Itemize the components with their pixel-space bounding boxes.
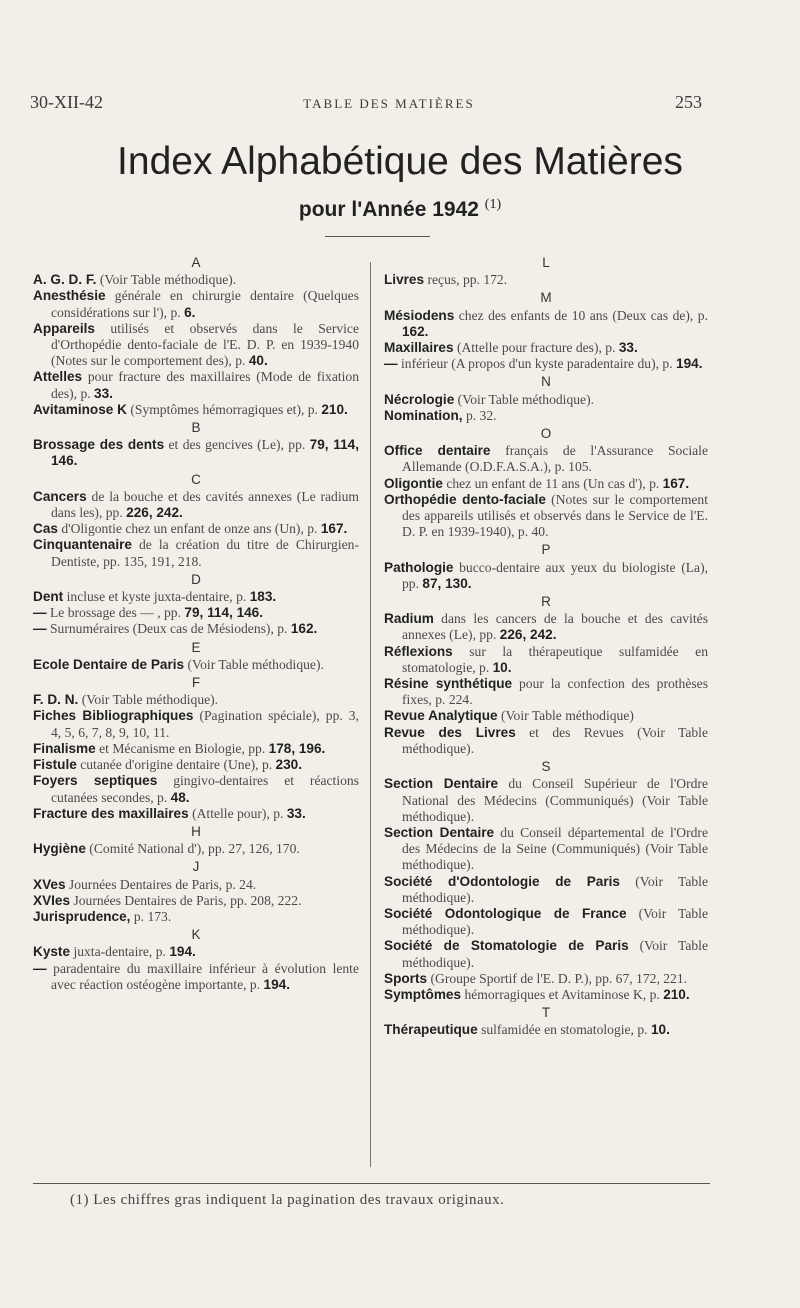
entry-text: du Conseil départemental de l'Ordre des Médecins de la Seine (Communiqués) (Voir Table méthodique).: [402, 824, 708, 873]
entry-text: utilisés et observés dans le Service d'Orthopédie dento-faciale de l'E. D. P. en 1939-1940 (Notes sur le comportement des), p.: [51, 320, 360, 369]
entry-term: Section Dentaire: [384, 776, 499, 792]
entry-pages: 6.: [184, 304, 196, 320]
entry-term: Société de Stomatologie de Paris: [384, 938, 629, 954]
entry-text: p. 32.: [465, 407, 497, 423]
entry-term: Kyste: [33, 944, 71, 960]
entry-term: Oligontie: [384, 475, 443, 491]
page-number: 253: [674, 92, 702, 112]
entry-term: Cas: [33, 521, 58, 537]
entry-term: Brossage des dents: [33, 437, 165, 453]
header-section-title: TABLE DES MATIÈRES: [303, 96, 475, 111]
entry-text: (Attelle pour fracture des), p.: [456, 340, 616, 356]
entry-text: Journées Dentaires de Paris, p. 24.: [68, 876, 257, 892]
entry-text: et Mécanisme en Biologie, pp.: [99, 740, 266, 756]
entry-pages: 40.: [248, 353, 268, 369]
entry-text: (Voir Table méthodique).: [402, 873, 708, 905]
entry-pages: 10.: [650, 1022, 670, 1038]
entry-text: (Notes sur le comportement des appareils utilisés et observés dans le Service de l'E. D. P. en 1939-1940), p. 40.: [402, 491, 708, 540]
section-letter: L: [542, 255, 550, 270]
index-entry: [33, 521, 359, 537]
entry-pages: 183.: [249, 589, 277, 605]
entry-text: français de l'Assurance Sociale Allemande (O.D.F.A.S.A.), p. 105.: [402, 443, 708, 475]
entry-pages: 33.: [618, 340, 638, 356]
index-entry: [384, 560, 708, 592]
entry-text: (Attelle pour), p.: [192, 805, 284, 821]
entry-text: (Pagination spéciale), pp. 3, 4, 5, 6, 7, 8, 9, 10, 11.: [51, 708, 359, 740]
entry-text: et des Revues (Voir Table méthodique).: [402, 724, 708, 756]
entry-term: Anesthésie: [33, 288, 106, 304]
index-entry: [384, 725, 708, 757]
index-entry: [33, 605, 359, 621]
entry-pages: 162.: [402, 323, 429, 339]
section-letter: F: [191, 675, 201, 691]
index-entry: [33, 877, 359, 893]
entry-term: A. G. D. F.: [33, 272, 97, 288]
entry-pages: 87, 130.: [422, 575, 472, 591]
entry-pages: 194.: [676, 356, 703, 372]
entry-term: Thérapeutique: [384, 1022, 478, 1038]
entry-text: (Voir Table méthodique): [500, 708, 634, 724]
section-letter: D: [191, 571, 201, 587]
index-entry: [33, 288, 359, 320]
entry-text: d'Oligontie chez un enfant de onze ans (Un), p.: [61, 521, 318, 537]
entry-pages: 10.: [492, 659, 512, 675]
index-entry: [33, 437, 359, 469]
index-entry: [33, 537, 359, 569]
entry-term: Fracture des maxillaires: [33, 805, 189, 821]
index-entry: [33, 402, 359, 418]
entry-text: gingivo-dentaires et réactions cutanées secondes, p.: [51, 773, 359, 805]
entry-text: (Voir Table méthodique).: [81, 692, 219, 708]
index-entry: [384, 825, 708, 874]
index-column-right: [384, 253, 708, 1039]
footnote: (1) Les chiffres gras indiquent la pagination des travaux originaux.: [70, 1192, 505, 1208]
entry-text: chez des enfants de 10 ans (Deux cas de), p.: [458, 307, 708, 323]
index-entry: [33, 909, 359, 925]
index-entry: [384, 906, 708, 938]
index-entry: [33, 893, 359, 909]
entry-pages: 210.: [663, 986, 690, 1002]
index-entry: [384, 340, 708, 356]
entry-text: sur la thérapeutique sulfamidée en stomatologie, p.: [402, 643, 708, 675]
index-entry: [33, 489, 359, 521]
entry-pages: 178, 196.: [268, 740, 326, 756]
index-entry: [33, 806, 359, 822]
entry-term: Attelles: [33, 369, 83, 385]
index-entry: [33, 621, 359, 637]
entry-text: du Conseil Supérieur de l'Ordre National des Médecins (Communiqués) (Voir Table méthodique).: [402, 776, 708, 824]
entry-text: (Voir Table méthodique).: [402, 905, 708, 938]
entry-pages: 79, 114, 146.: [184, 605, 264, 621]
entry-pages: 194.: [263, 976, 290, 992]
entry-text: paradentaire du maxillaire inférieur à évolution lente avec réaction ostéogène importante, p.: [51, 960, 359, 992]
entry-text: (Voir Table méthodique).: [99, 272, 237, 288]
subtitle-text: pour l'Année 1942: [298, 198, 479, 221]
entry-text: et des gencives (Le), pp.: [168, 437, 306, 453]
entry-pages: 226, 242.: [499, 627, 557, 643]
entry-text: générale en chirurgie dentaire (Quelques considérations sur l'), p.: [51, 288, 359, 320]
entry-pages: 79, 114, 146.: [51, 437, 359, 469]
index-entry: [384, 443, 708, 475]
entry-term: Nomination,: [384, 407, 463, 423]
index-entry: [33, 708, 359, 740]
index-entry: [384, 938, 708, 970]
entry-text: (Voir Table méthodique).: [187, 656, 324, 672]
footnote-divider: [33, 1183, 710, 1184]
section-letter: N: [541, 374, 551, 390]
entry-text: chez un enfant de 11 ans (Un cas d'), p.: [446, 475, 660, 491]
entry-text: Surnuméraires (Deux cas de Mésiodens), p.: [50, 621, 288, 637]
index-entry: [384, 874, 708, 906]
entry-pages: 226, 242.: [126, 505, 183, 521]
column-divider: [370, 262, 371, 1167]
section-letter: J: [192, 859, 200, 875]
index-entry: [384, 392, 708, 408]
entry-term: Radium: [384, 611, 434, 627]
entry-term: Symptômes: [384, 986, 462, 1002]
entry-pages: 167.: [320, 521, 348, 537]
section-letter: O: [540, 426, 552, 442]
entry-term: Réflexions: [384, 643, 453, 659]
entry-text: reçus, pp. 172.: [427, 272, 508, 288]
entry-term: Société d'Odontologie de Paris: [384, 873, 620, 889]
page-subtitle: [0, 197, 800, 222]
index-entry: [384, 987, 708, 1003]
entry-term: Dent: [33, 589, 64, 605]
index-entry: [33, 757, 359, 773]
index-entry: [384, 676, 708, 708]
entry-text: pour la confection des prothèses fixes, p. 224.: [402, 676, 709, 708]
index-entry: [33, 692, 359, 708]
index-entry: [33, 741, 359, 757]
section-letter: T: [541, 1005, 551, 1021]
entry-term: Nécrologie: [384, 391, 455, 407]
page-title: Index Alphabétique des Matières: [117, 140, 683, 183]
entry-pages: 230.: [275, 757, 303, 773]
section-letter: R: [541, 594, 551, 610]
entry-text: dans les cancers de la bouche et des cavités annexes (Le), pp.: [402, 611, 708, 643]
section-letter: B: [191, 420, 201, 436]
entry-term: Finalisme: [33, 740, 96, 756]
entry-term: Fiches Bibliographiques: [33, 708, 194, 724]
entry-text: sulfamidée en stomatologie, p.: [481, 1022, 648, 1038]
entry-term: Pathologie: [384, 559, 454, 575]
index-entry: [384, 308, 708, 340]
entry-term: Foyers septiques: [33, 773, 158, 789]
entry-pages: 167.: [662, 475, 690, 491]
entry-pages: 210.: [321, 401, 348, 417]
entry-term: Orthopédie dento-faciale: [384, 491, 546, 507]
entry-term: —: [33, 605, 47, 621]
running-header: [30, 92, 702, 113]
entry-term: Appareils: [33, 320, 95, 336]
index-entry: [33, 961, 359, 993]
section-letter: A: [191, 255, 201, 270]
index-entry: [33, 369, 359, 401]
index-column-left: [33, 253, 359, 993]
entry-term: Sports: [384, 970, 428, 986]
entry-term: F. D. N.: [33, 692, 79, 708]
index-entry: [33, 773, 359, 805]
section-letter: M: [540, 290, 552, 306]
entry-term: Cinquantenaire: [33, 537, 132, 553]
entry-term: Maxillaires: [384, 340, 454, 356]
index-entry: [33, 321, 359, 370]
entry-term: Société Odontologique de France: [384, 905, 627, 921]
entry-term: Hygiène: [33, 841, 86, 857]
entry-term: Revue Analytique: [384, 708, 498, 724]
index-entry: [384, 644, 708, 676]
title-divider: [325, 236, 430, 237]
index-entry: [384, 776, 708, 825]
entry-pages: 33.: [286, 805, 306, 821]
entry-text: pour fracture des maxillaires (Mode de fixation des), p.: [51, 369, 359, 401]
entry-term: —: [384, 356, 398, 372]
entry-term: XVIes: [33, 892, 71, 908]
entry-term: Fistule: [33, 757, 77, 773]
entry-term: Mésiodens: [384, 307, 455, 323]
entry-pages: 33.: [94, 385, 113, 401]
entry-term: Office dentaire: [384, 443, 491, 459]
entry-text: (Voir Table méthodique).: [402, 938, 708, 970]
index-entry: [33, 841, 359, 857]
index-entry: [33, 657, 359, 673]
entry-text: de la création du titre de Chirurgien-Dentiste, pp. 135, 191, 218.: [51, 537, 359, 569]
index-entry: [33, 272, 359, 288]
index-entry: [384, 408, 708, 424]
section-letter: P: [541, 542, 551, 558]
entry-text: (Voir Table méthodique).: [457, 391, 595, 407]
section-letter: H: [191, 823, 201, 839]
index-entry: [33, 589, 359, 605]
section-letter: E: [191, 639, 201, 655]
entry-term: —: [33, 621, 47, 637]
index-entry: [384, 708, 708, 724]
section-letter: S: [541, 759, 551, 775]
index-entry: [384, 356, 708, 372]
entry-term: Jurisprudence,: [33, 908, 131, 924]
index-entry: [384, 476, 708, 492]
index-entry: [384, 1022, 708, 1038]
index-entry: [33, 944, 359, 960]
index-entry: [384, 272, 708, 288]
entry-pages: 48.: [170, 789, 190, 805]
index-entry: [384, 971, 708, 987]
entry-term: Livres: [384, 272, 425, 288]
entry-text: bucco-dentaire aux yeux du biologiste (La), pp.: [402, 559, 708, 591]
footnote-marker: (1): [484, 197, 502, 212]
entry-text: Le brossage des — , pp.: [50, 605, 181, 621]
entry-text: cutanée d'origine dentaire (Une), p.: [80, 757, 273, 773]
entry-text: inférieur (A propos d'un kyste paradentaire du), p.: [401, 356, 673, 372]
index-entry: [384, 611, 708, 643]
entry-term: Ecole Dentaire de Paris: [33, 656, 185, 672]
entry-text: juxta-dentaire, p.: [73, 944, 166, 960]
entry-term: Revue des Livres: [384, 724, 516, 740]
entry-text: de la bouche et des cavités annexes (Le radium dans les), pp.: [51, 488, 360, 521]
entry-term: Avitaminose K: [33, 401, 127, 417]
entry-term: Résine synthétique: [384, 676, 513, 692]
entry-text: p. 173.: [133, 908, 172, 924]
entry-text: (Groupe Sportif de l'E. D. P.), pp. 67, 172, 221.: [430, 970, 688, 986]
entry-pages: 162.: [290, 621, 318, 637]
entry-text: hémorragiques et Avitaminose K, p.: [464, 986, 660, 1002]
entry-text: Journées Dentaires de Paris, pp. 208, 222.: [73, 892, 302, 908]
entry-text: incluse et kyste juxta-dentaire, p.: [66, 589, 247, 605]
entry-term: Section Dentaire: [384, 824, 495, 840]
header-date: 30-XII-42: [30, 92, 103, 112]
entry-term: —: [33, 960, 47, 976]
entry-pages: 194.: [169, 944, 196, 960]
entry-term: Cancers: [33, 488, 87, 504]
index-entry: [384, 492, 708, 541]
section-letter: K: [191, 927, 201, 943]
section-letter: C: [191, 471, 201, 487]
entry-text: (Comité National d'), pp. 27, 126, 170.: [89, 841, 300, 857]
entry-text: (Symptômes hémorragiques et), p.: [130, 401, 318, 417]
entry-term: XVes: [33, 876, 66, 892]
